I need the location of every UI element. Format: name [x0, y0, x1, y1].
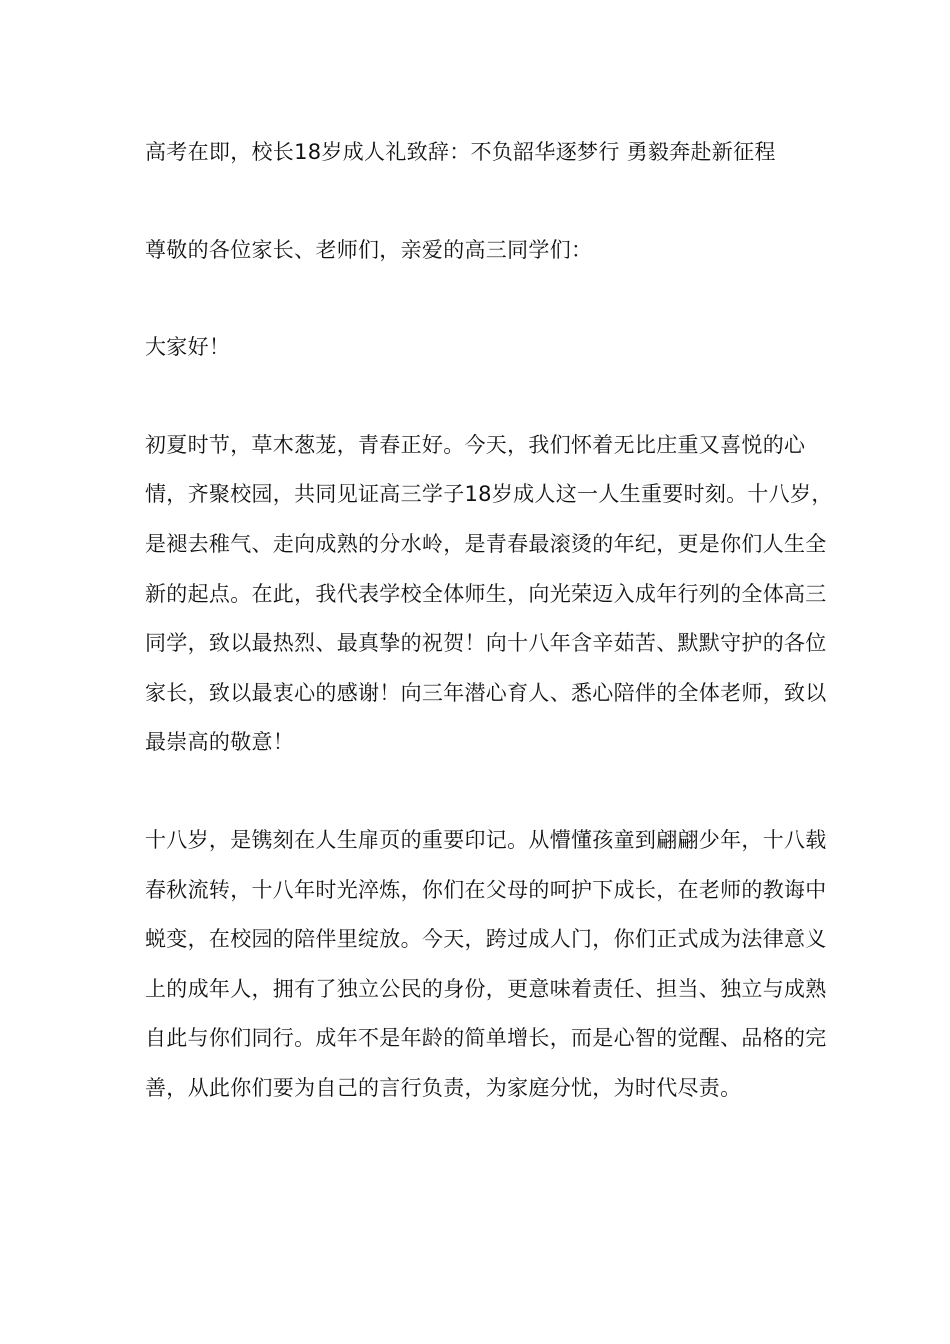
- salutation: 尊敬的各位家长、老师们，亲爱的高三同学们：: [145, 237, 593, 262]
- paragraph-gap: [145, 373, 835, 421]
- document-body: [145, 128, 835, 1114]
- document-title: 高考在即，校长18岁成人礼致辞：不负韶华逐梦行 勇毅奔赴新征程: [145, 140, 776, 164]
- greeting: 大家好！: [145, 335, 231, 360]
- body-paragraph-2: 十八岁，是镌刻在人生扉页的重要印记。从懵懂孩童到翩翩少年，十八载春秋流转，十八年时光淬炼，你们在父母的呵护下成长，在老师的教诲中蜕变，在校园的陪伴里绽放。今天，跨过成人门，你们正式成为法律意义上的成年人，拥有了独立公民的身份，更意味着责任、担当、独立与成熟自此与你们同行。成年不是年龄的简单增长，而是心智的觉醒、品格的完善，从此你们要为自己的言行负责，为家庭分忧，为时代尽责。: [145, 827, 827, 1100]
- paragraph-gap: [145, 178, 835, 226]
- paragraph-gap: [145, 275, 835, 323]
- paragraph-gap: [145, 768, 835, 816]
- body-paragraph-1: 初夏时节，草木葱茏，青春正好。今天，我们怀着无比庄重又喜悦的心情，齐聚校园，共同见证高三学子18岁成人这一人生重要时刻。十八岁，是褪去稚气、走向成熟的分水岭，是青春最滚烫的年纪，更是你们人生全新的起点。在此，我代表学校全体师生，向光荣迈入成年行列的全体高三同学，致以最热烈、最真挚的祝贺！向十八年含辛茹苦、默默守护的各位家长，致以最衷心的感谢！向三年潜心育人、悉心陪伴的全体老师，致以最崇高的敬意！: [145, 432, 833, 755]
